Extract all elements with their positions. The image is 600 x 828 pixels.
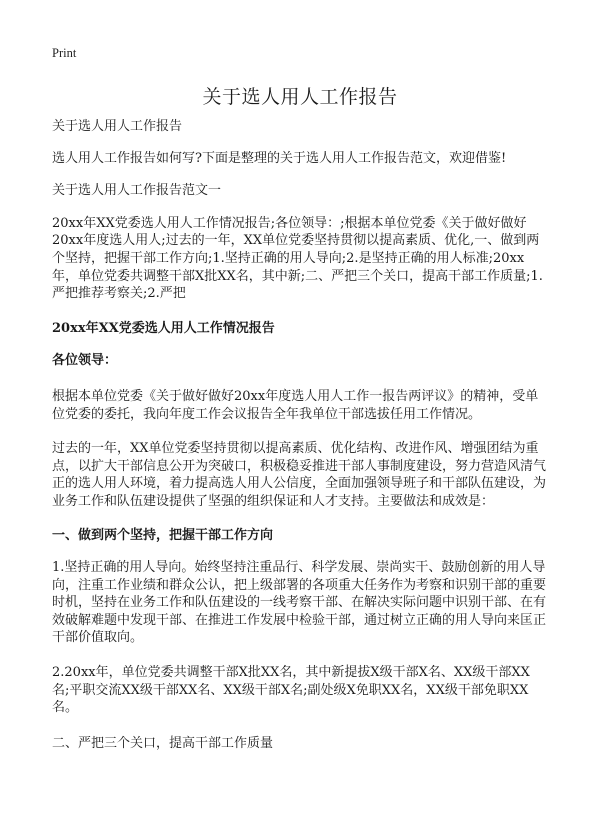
section1-item-1: 1.坚持正确的用人导向。始终坚持注重品行、科学发展、崇尚实干、鼓励创新的用人导向，注重工作业绩和群众公认，把上级部署的各项重大任务作为考察和识别干部的重要时机，坚持在业务工作和队伍建设的一线考察干部、在解决实际问题中识别干部、在有效破解难题中发现干部、在推进工作发展中检验干部，通过树立正确的用人导向来匡正干部价值取向。: [52, 560, 547, 646]
page-title: 关于选人用人工作报告: [202, 86, 398, 108]
section1-item-2: 2.20xx年，单位党委共调整干部X批XX名，其中新提拔X级干部X名、XX级干部XX名;平职交流XX级干部XX名、XX级干部X名;副处级X免职XX名，XX级干部免职XX名。: [52, 665, 530, 716]
body-paragraph-1: 根据本单位党委《关于做好做好20xx年度选人用人工作一报告两评议》的精神，受单位党委的委托，我向年度工作会议报告全年我单位干部选拔任用工作情况。: [52, 388, 539, 422]
body-paragraph-2: 过去的一年，XX单位党委坚持贯彻以提高素质、优化结构、改进作风、增强团结为重点，以扩大干部信息公开为突破口，积极稳妥推进干部人事制度建设，努力营造风清气正的选人用人环境，着力提高选人用人公信度，全面加强领导班子和干部队伍建设，为业务工作和队伍建设提供了坚强的组织保证和人才支持。主要做法和成效是：: [52, 441, 547, 509]
print-link[interactable]: Print: [52, 46, 77, 60]
greeting: 各位领导：: [52, 353, 118, 369]
sample-heading: 关于选人用人工作报告范文一: [52, 183, 222, 199]
report-title: 20xx年XX党委选人用人工作情况报告: [52, 320, 275, 336]
section-heading-2: 二、严把三个关口，提高干部工作质量: [52, 735, 274, 751]
section-heading-1: 一、做到两个坚持，把握干部工作方向: [52, 527, 274, 543]
subtitle: 关于选人用人工作报告: [52, 119, 183, 134]
document-body: [52, 118, 546, 752]
intro-paragraph: 选人用人工作报告如何写?下面是整理的关于选人用人工作报告范文，欢迎借鉴!: [52, 150, 507, 166]
excerpt-paragraph: 20xx年XX党委选人用人工作情况报告;各位领导：;根据本单位党委《关于做好做好20xx年度选人用人;过去的一年，XX单位党委坚持贯彻以提高素质、优化,一、做到两个坚持，把握干部工作方向;1.坚持正确的用人导向;2.是坚持正确的用人标准;20xx年，单位党委共调整干部X批XX名，其中新;二、严把三个关口，提高干部工作质量;1.严把推荐考察关;2.严把: [52, 215, 543, 302]
